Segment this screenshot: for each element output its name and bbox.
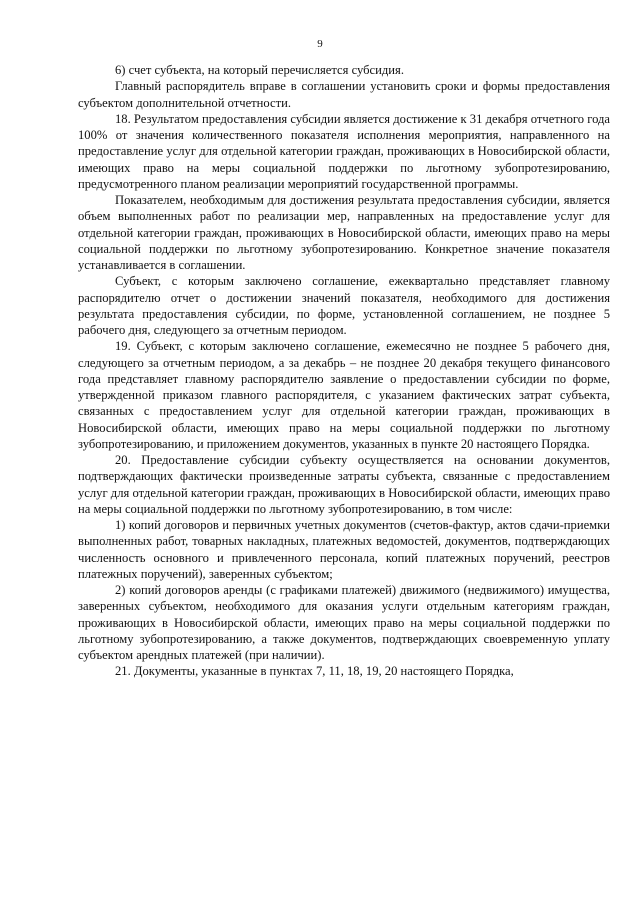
paragraph-19-application: 19. Субъект, с которым заключено соглашение, ежемесячно не позднее 5 рабочего дня, следующего за отчетным периодом, а за декабрь – не позднее 20 декабря текущего финансового года представляет главному распорядителю заявление о предоставлении субсидии по форме, утвержденной приказом главного распорядителя, с указанием фактических затрат субъекта, связанных с предоставлением услуг для отдельной категории граждан, проживающих в Новосибирской области, имеющих право на меры социальной поддержки по льготному зубопротезированию, и приложением документов, указанных в пункте 20 настоящего Порядка. [78, 339, 610, 451]
paragraph-reporting-terms: Главный распорядитель вправе в соглашении установить сроки и формы предоставления субъектом дополнительной отчетности. [78, 79, 610, 110]
paragraph-item-6: 6) счет субъекта, на который перечисляется субсидия. [115, 63, 404, 77]
paragraph-18-result: 18. Результатом предоставления субсидии является достижение к 31 декабря отчетного года 100% от значения количественного показателя исполнения мероприятия, направленного на предоставление услуг для отдельной категории граждан, проживающих в Новосибирской области, имеющих право на меры социальной поддержки по льготному зубопротезированию, предусмотренного планом реализации мероприятий государственной программы. [78, 111, 610, 191]
document-body [78, 62, 610, 680]
paragraph-20-item-2: 2) копий договоров аренды (с графиками платежей) движимого (недвижимого) имущества, заверенных субъектом, необходимого для оказания услуги отдельным категориям граждан, проживающих в Новосибирской области, имеющих право на меры социальной поддержки по льготному зубопротезированию, а также документов, подтверждающих своевременную уплату субъектом арендных платежей (при наличии). [78, 583, 610, 662]
paragraph-indicator: Показателем, необходимым для достижения результата предоставления субсидии, является объем выполненных работ по реализации мер, направленных на предоставление услуг для отдельной категории граждан, проживающих в Новосибирской области, имеющих право на меры социальной поддержки по льготному зубопротезированию. Конкретное значение показателя устанавливается в соглашении. [78, 193, 610, 272]
paragraph-20-basis: 20. Предоставление субсидии субъекту осуществляется на основании документов, подтверждающих фактически произведенные затраты субъекта, связанные с предоставлением услуг для отдельной категории граждан, проживающих в Новосибирской области, имеющих право на меры социальной поддержки по льготному зубопротезированию, в том числе: [78, 453, 610, 516]
paragraph-quarterly-report: Субъект, с которым заключено соглашение, ежеквартально представляет главному распорядителю отчет о достижении значений показателя, необходимого для достижения результата предоставления субсидии, по форме, установленной соглашением, не позднее 5 рабочего дня, следующего за отчетным периодом. [78, 274, 610, 337]
paragraph-21-documents: 21. Документы, указанные в пунктах 7, 11, 18, 19, 20 настоящего Порядка, [115, 664, 514, 679]
page-number: 9 [317, 38, 323, 50]
paragraph-20-item-1: 1) копий договоров и первичных учетных документов (счетов-фактур, актов сдачи-приемки выполненных работ, товарных накладных, платежных ведомостей, документов, подтверждающих численность основного и привлеченного персонала, копий платежных поручений, реестров платежных поручений), заверенных субъектом; [78, 518, 610, 581]
